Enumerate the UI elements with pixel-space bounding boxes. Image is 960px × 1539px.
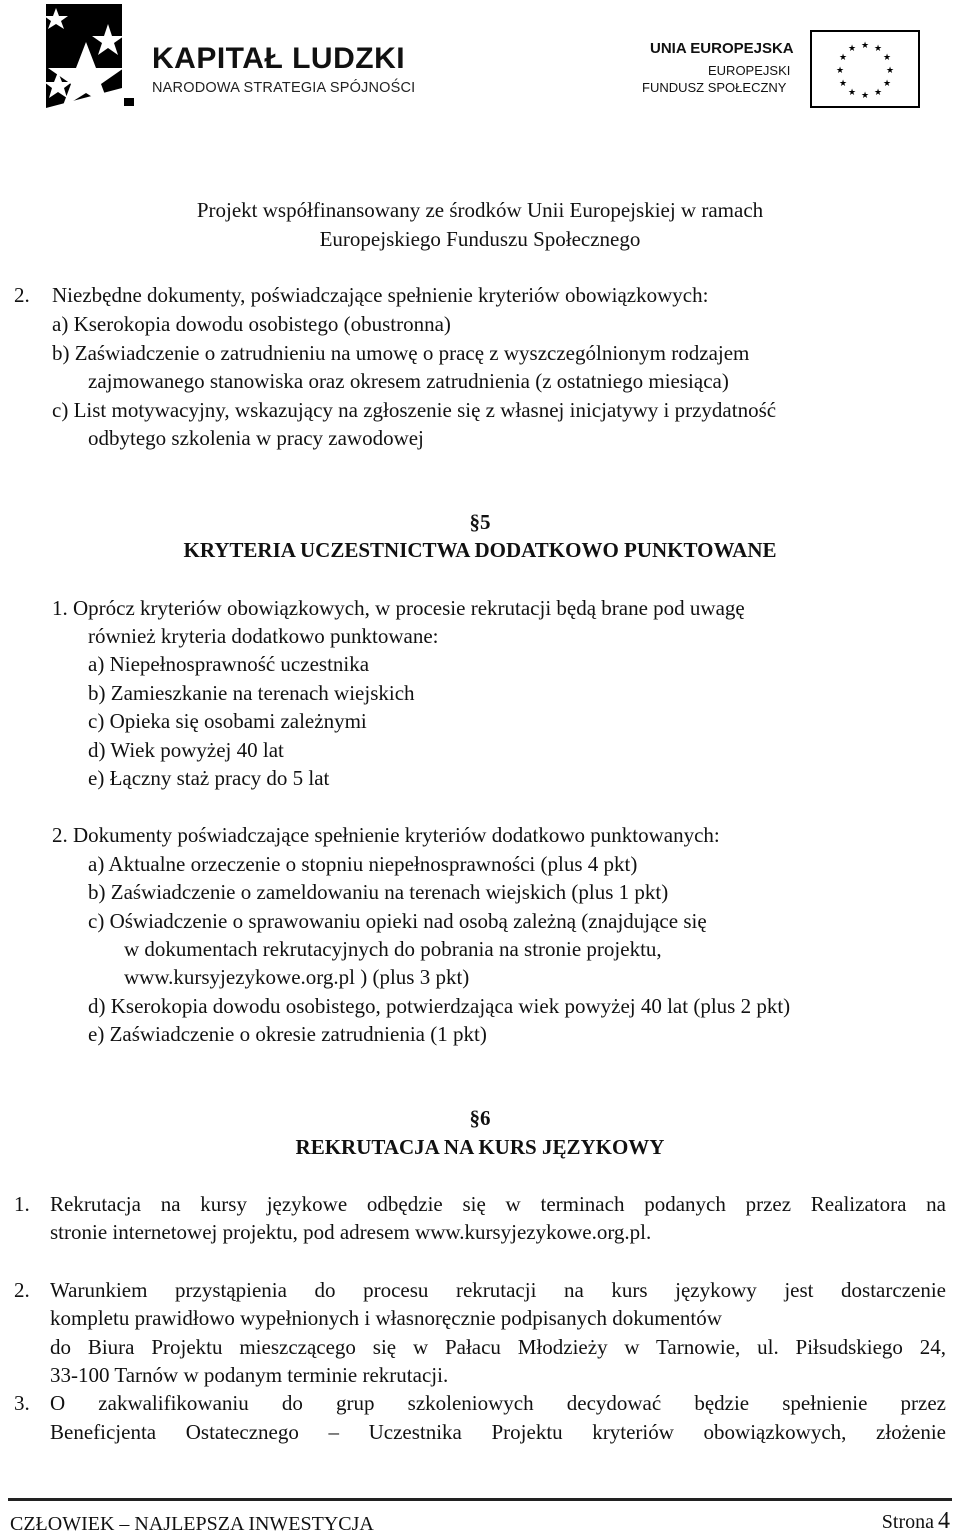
section6-p1-line2: stronie internetowej projektu, pod adresem www.kursyjezykowe.org.pl. — [50, 1220, 652, 1244]
section5-p1-item: d) Wiek powyżej 40 lat — [88, 738, 284, 762]
section5-p2-item: w dokumentach rekrutacyjnych do pobrania na stronie projektu, — [124, 937, 662, 961]
section5-title: KRYTERIA UCZESTNICTWA DODATKOWO PUNKTOWANE — [183, 538, 777, 562]
svg-text:★: ★ — [873, 44, 883, 54]
footer-page — [882, 1508, 950, 1535]
section5-p2-item: b) Zaświadczenie o zameldowaniu na terenach wiejskich (plus 1 pkt) — [88, 880, 669, 904]
kapital-ludzki-logo — [38, 2, 458, 110]
section5-p1-line1: 1. Oprócz kryteriów obowiązkowych, w procesie rekrutacji będą brane pod uwagę — [52, 596, 745, 620]
footer-page-number: 4 — [938, 1508, 950, 1534]
cofinanced-line1: Projekt współfinansowany ze środków Unii Europejskiej w ramach — [196, 198, 764, 222]
section5-p2-item: d) Kserokopia dowodu osobistego, potwierdzająca wiek powyżej 40 lat (plus 2 pkt) — [88, 994, 791, 1018]
svg-text:★: ★ — [882, 79, 892, 89]
section6-p1-line1: Rekrutacja na kursy językowe odbędzie się w terminach podanych przez Realizatora na — [50, 1192, 946, 1216]
eu-flag-icon — [810, 30, 920, 108]
section6-p2-line3: do Biura Projektu mieszczącego się w Pałacu Młodzieży w Tarnowie, ul. Piłsudskiego 24, — [50, 1335, 946, 1359]
footer-rule — [8, 1498, 952, 1501]
section5-number: §5 — [469, 510, 491, 534]
section5-p1-item: e) Łączny staż pracy do 5 lat — [88, 766, 330, 790]
svg-text:★: ★ — [882, 53, 892, 63]
svg-text:★: ★ — [847, 88, 857, 98]
prev-item-c-line2: odbytego szkolenia w pracy zawodowej — [88, 426, 424, 450]
eu-logo-line1: UNIA EUROPEJSKA — [650, 40, 794, 57]
prev-item2-number: 2. — [14, 283, 30, 307]
svg-text:★: ★ — [860, 41, 870, 51]
svg-text:★: ★ — [838, 53, 848, 63]
cofinanced-line2: Europejskiego Funduszu Społecznego — [319, 227, 641, 251]
section6-p3-line2: Beneficjenta Ostatecznego – Uczestnika Projektu kryteriów obowiązkowych, złożenie — [50, 1420, 946, 1444]
svg-text:★: ★ — [860, 91, 870, 101]
section5-p1-item: a) Niepełnosprawność uczestnika — [88, 652, 370, 676]
svg-text:★: ★ — [835, 66, 845, 76]
section6-title: REKRUTACJA NA KURS JĘZYKOWY — [295, 1135, 665, 1159]
section6-p2-line1: Warunkiem przystąpienia do procesu rekrutacji na kurs językowy jest dostarczenie — [50, 1278, 946, 1302]
svg-text:★: ★ — [873, 88, 883, 98]
prev-item2-text: Niezbędne dokumenty, poświadczające spełnienie kryteriów obowiązkowych: — [52, 283, 709, 307]
eu-logo-line3: FUNDUSZ SPOŁECZNY — [642, 80, 787, 95]
section6-p3-number: 3. — [14, 1391, 30, 1415]
section6-p3-line1: O zakwalifikowaniu do grup szkoleniowych decydować będzie spełnienie przez — [50, 1391, 946, 1415]
section5-p1-item: c) Opieka się osobami zależnymi — [88, 709, 367, 733]
section6-p2-line4: 33-100 Tarnów w podanym terminie rekrutacji. — [50, 1363, 449, 1387]
section6-p2-number: 2. — [14, 1278, 30, 1302]
section5-p2-item: c) Oświadczenie o sprawowaniu opieki nad osobą zależną (znajdujące się — [88, 909, 707, 933]
svg-text:★: ★ — [838, 79, 848, 89]
prev-item-b-line2: zajmowanego stanowiska oraz okresem zatrudnienia (z ostatniego miesiąca) — [88, 369, 729, 393]
footer-page-label: Strona — [881, 1511, 934, 1533]
kl-logo-subtitle: NARODOWA STRATEGIA SPÓJNOŚCI — [152, 80, 416, 96]
kl-logo-title: KAPITAŁ LUDZKI — [152, 42, 406, 75]
prev-item-b-line1: b) Zaświadczenie o zatrudnieniu na umowę o pracę z wyszczególnionym rodzajem — [52, 341, 750, 365]
eu-logo-line2: EUROPEJSKI — [708, 63, 791, 78]
section5-p1-item: b) Zamieszkanie na terenach wiejskich — [88, 681, 415, 705]
section5-p2-item-link: www.kursyjezykowe.org.pl ) (plus 3 pkt) — [124, 965, 470, 989]
section6-p2-line2: kompletu prawidłowo wypełnionych i własnoręcznie podpisanych dokumentów — [50, 1306, 722, 1330]
section6-p1-number: 1. — [14, 1192, 30, 1216]
svg-text:★: ★ — [847, 44, 857, 54]
section5-p2-item: e) Zaświadczenie o okresie zatrudnienia (1 pkt) — [88, 1022, 487, 1046]
prev-item-a: a) Kserokopia dowodu osobistego (obustronna) — [52, 312, 451, 336]
section5-p2-item: a) Aktualne orzeczenie o stopniu niepełnosprawności (plus 4 pkt) — [88, 852, 638, 876]
section6-number: §6 — [469, 1106, 491, 1130]
section5-p2-line1: 2. Dokumenty poświadczające spełnienie kryteriów dodatkowo punktowanych: — [52, 823, 720, 847]
section5-p1-line2: również kryteria dodatkowo punktowane: — [88, 624, 439, 648]
prev-item-c-line1: c) List motywacyjny, wskazujący na zgłoszenie się z własnej inicjatywy i przydatność — [52, 398, 777, 422]
kapital-ludzki-emblem-icon — [38, 2, 150, 110]
footer-slogan: CZŁOWIEK – NAJLEPSZA INWESTYCJA — [10, 1513, 374, 1535]
eu-logo — [640, 28, 930, 112]
svg-text:★: ★ — [885, 66, 895, 76]
